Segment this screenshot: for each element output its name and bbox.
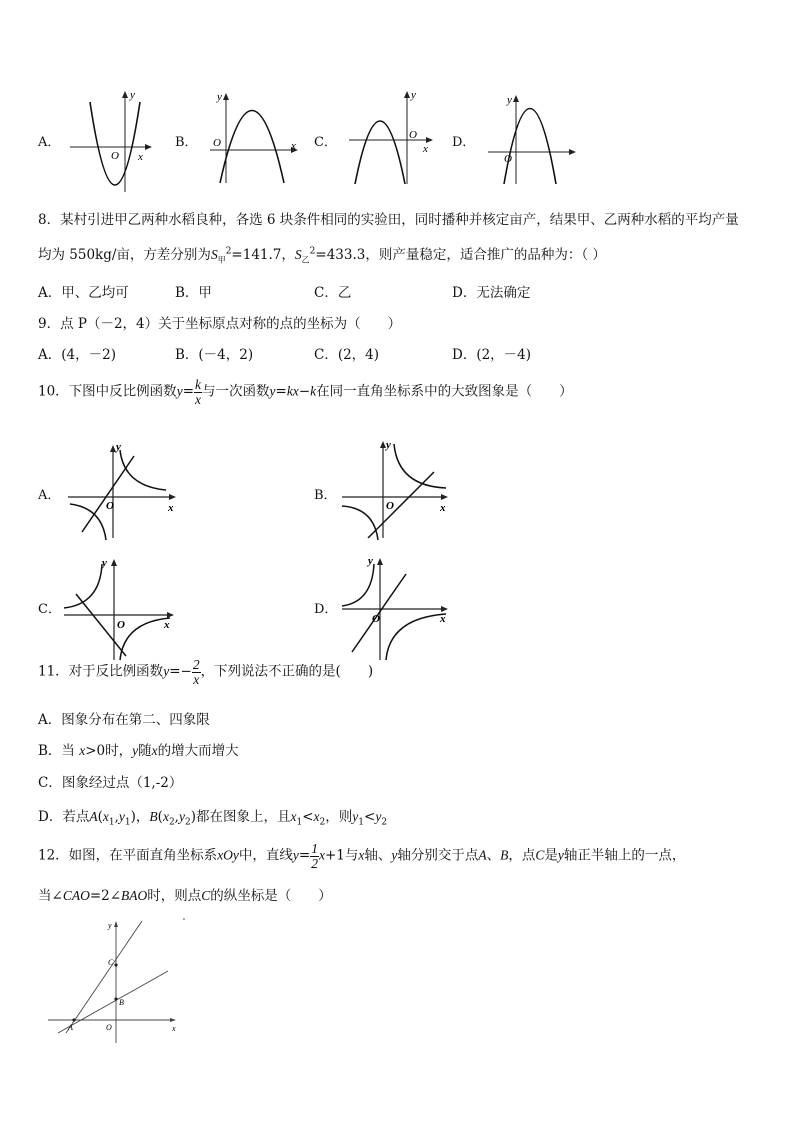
- fraction-2-over-x: $\frac{2}{x}$: [192, 657, 200, 687]
- fraction-k-over-x: $\frac{k}{x}$: [195, 377, 201, 407]
- svg-text:O: O: [409, 129, 417, 141]
- svg-text:x: x: [440, 613, 446, 625]
- svg-text:x: x: [291, 140, 296, 152]
- q9-option-a[interactable]: A．(4，－2): [38, 347, 116, 363]
- svg-text:x: x: [168, 502, 174, 514]
- q8-option-d[interactable]: D．无法确定: [452, 285, 531, 301]
- svg-text:y: y: [130, 89, 135, 101]
- svg-text:y: y: [411, 89, 416, 101]
- svg-text:O: O: [504, 153, 512, 165]
- svg-text:A: A: [68, 1023, 73, 1032]
- q8-variance-jia: 141.7: [242, 247, 282, 263]
- q7-option-d-graph: [486, 88, 581, 188]
- q9-stem: 9．点 P（－2，4）关于坐标原点对称的点的坐标为（ ）: [38, 316, 402, 332]
- q10-option-a-label[interactable]: A．: [38, 488, 61, 503]
- q10-option-c-graph: [62, 556, 182, 661]
- svg-text:O: O: [111, 150, 119, 162]
- svg-text:x: x: [138, 151, 143, 163]
- q12-figure: [44, 915, 189, 1050]
- svg-text:O: O: [213, 137, 221, 149]
- svg-text:x: x: [172, 1024, 176, 1033]
- q7-option-d-label[interactable]: D．: [452, 135, 476, 150]
- svg-text:x: x: [440, 502, 446, 514]
- svg-text:C: C: [108, 958, 114, 967]
- q10-option-c-label[interactable]: C．: [38, 602, 61, 617]
- svg-text:y: y: [116, 441, 121, 453]
- q12-stem-line1: 12．如图，在平面直角坐标系xOy中，直线y= $\frac{1}{2}$ x+1与x轴、y轴分别交于点A、B，点C是y轴正半轴上的一点，: [38, 841, 686, 871]
- q9-option-c[interactable]: C．(2，4): [314, 347, 380, 363]
- q8-stem-line2: 均为 550kg/亩，方差分别为$S_甲^2=141.7$，$S_乙^2=433.3$，则产量稳定，适合推广的品种为：（ ）: [38, 246, 606, 265]
- q11-option-b[interactable]: B．当 x>0时，y随x的增大而增大: [38, 743, 239, 759]
- svg-text:y: y: [507, 94, 512, 106]
- q10-option-d-graph: [338, 556, 458, 661]
- q7-option-a-label[interactable]: A．: [38, 135, 61, 150]
- svg-text:y: y: [217, 91, 222, 103]
- q10-option-a-graph: [62, 438, 182, 543]
- q9-option-b[interactable]: B．(－4，2): [175, 347, 254, 363]
- svg-text:y: y: [368, 556, 373, 567]
- q11-option-c[interactable]: C．图象经过点（1,-2）: [38, 775, 183, 791]
- q11-option-d[interactable]: D．若点$A(x_1,y_1)$，$B(x_2,y_2)$都在图象上，且$x_1<x_2$，则$y_1<y_2$: [38, 809, 388, 828]
- q10-option-b-label[interactable]: B．: [314, 488, 337, 503]
- q10-option-d-label[interactable]: D．: [314, 602, 338, 617]
- svg-text:x: x: [423, 143, 428, 155]
- svg-text:B: B: [119, 998, 124, 1007]
- svg-text:O: O: [117, 619, 125, 631]
- svg-text:O: O: [372, 613, 380, 625]
- q8-option-a[interactable]: A．甲、乙均可: [38, 285, 129, 301]
- q10-stem: 10．下图中反比例函数y= $\frac{k}{x}$ 与一次函数y=kx−k在同一直角坐标系中的大致图象是（ ）: [38, 377, 573, 407]
- q8-option-b[interactable]: B．甲: [175, 285, 212, 301]
- q7-option-c-graph: [345, 88, 440, 188]
- q11-stem: 11．对于反比例函数y=− $\frac{2}{x}$ ，下列说法不正确的是( ): [38, 657, 374, 687]
- q8-stem-line1: 8．某村引进甲乙两种水稻良种，各选 6 块条件相同的实验田，同时播种并核定亩产，结果甲、乙两种水稻的平均产量: [38, 212, 739, 228]
- q7-option-a-graph: [66, 88, 156, 193]
- fraction-1-over-2: $\frac{1}{2}$: [311, 841, 318, 871]
- svg-text:O: O: [386, 500, 394, 512]
- q7-option-b-label[interactable]: B．: [175, 135, 198, 150]
- q7-option-b-graph: [208, 88, 303, 188]
- q8-variance-yi: 433.3: [326, 247, 366, 263]
- svg-text:y: y: [386, 439, 391, 451]
- q7-option-c-label[interactable]: C．: [314, 135, 337, 150]
- svg-text:y: y: [102, 557, 107, 569]
- svg-text:O: O: [106, 500, 114, 512]
- q12-stem-line2: 当∠CAO=2∠BAO时，则点C的纵坐标是（ ）: [38, 888, 332, 904]
- q10-option-b-graph: [338, 436, 458, 541]
- svg-text:O: O: [106, 1023, 112, 1032]
- q9-option-d[interactable]: D．(2，－4): [452, 347, 532, 363]
- svg-text:x: x: [164, 619, 170, 631]
- q11-option-a[interactable]: A．图象分布在第二、四象限: [38, 712, 210, 728]
- q8-option-c[interactable]: C．乙: [314, 285, 352, 301]
- svg-text:y: y: [108, 921, 112, 930]
